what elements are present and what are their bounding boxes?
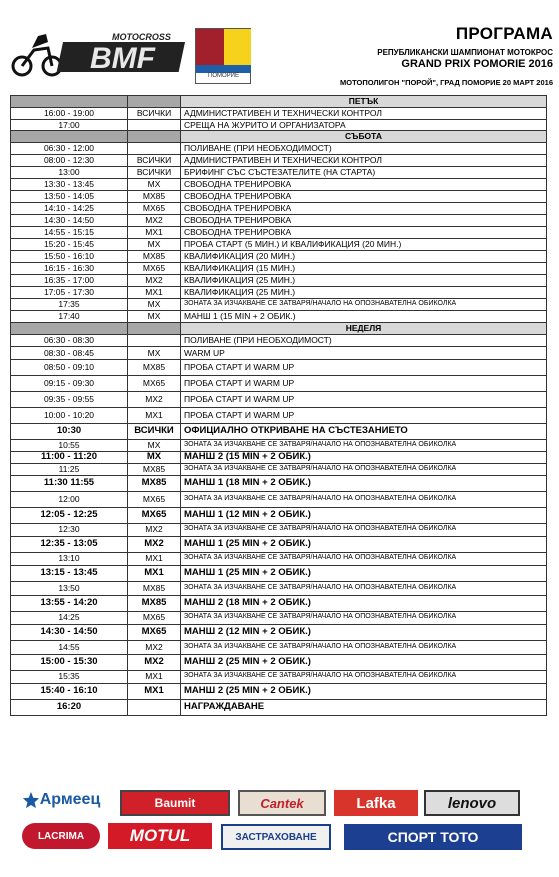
schedule-time: 09:35 - 09:55 bbox=[11, 392, 128, 408]
schedule-row bbox=[11, 179, 547, 191]
schedule-class: MX2 bbox=[128, 275, 181, 287]
schedule-time: 12:00 bbox=[11, 491, 128, 507]
schedule-description: ОФИЦИАЛНО ОТКРИВАНЕ НА СЪСТЕЗАНИЕТО bbox=[181, 424, 547, 440]
schedule-class: MX65 bbox=[128, 263, 181, 275]
section-blank-cell bbox=[11, 96, 128, 108]
schedule-class: ВСИЧКИ bbox=[128, 167, 181, 179]
schedule-row bbox=[11, 347, 547, 360]
schedule-time: 12:35 - 13:05 bbox=[11, 536, 128, 552]
crest-sun-field bbox=[224, 29, 251, 65]
schedule-description: ЗОНАТА ЗА ИЗЧАКВАНЕ СЕ ЗАТВАРЯ/НАЧАЛО НА ОПОЗНАВАТЕЛНА ОБИКОЛКА bbox=[181, 463, 547, 475]
schedule-time: 06:30 - 12:00 bbox=[11, 143, 128, 155]
schedule-description: МАНШ 1 (12 MIN + 2 ОБИК.) bbox=[181, 507, 547, 523]
section-blank-cell bbox=[11, 323, 128, 335]
schedule-row bbox=[11, 215, 547, 227]
motocross-rider-icon bbox=[13, 34, 61, 75]
schedule-row bbox=[11, 523, 547, 536]
schedule-description: БРИФИНГ СЪС СЪСТЕЗАТЕЛИТЕ (НА СТАРТА) bbox=[181, 167, 547, 179]
schedule-time: 08:30 - 08:45 bbox=[11, 347, 128, 360]
schedule-description: ЗОНАТА ЗА ИЗЧАКВАНЕ СЕ ЗАТВАРЯ/НАЧАЛО НА ОПОЗНАВАТЕЛНА ОБИКОЛКА bbox=[181, 440, 547, 452]
schedule-time: 08:50 - 09:10 bbox=[11, 360, 128, 376]
schedule-description: ЗОНАТА ЗА ИЗЧАКВАНЕ СЕ ЗАТВАРЯ/НАЧАЛО НА ОПОЗНАВАТЕЛНА ОБИКОЛКА bbox=[181, 552, 547, 565]
crest-grape-field bbox=[196, 29, 224, 65]
schedule-class: MX2 bbox=[128, 640, 181, 654]
schedule-row bbox=[11, 475, 547, 491]
schedule-row bbox=[11, 251, 547, 263]
schedule-time: 13:30 - 13:45 bbox=[11, 179, 128, 191]
schedule-row bbox=[11, 507, 547, 523]
schedule-time: 14:25 bbox=[11, 611, 128, 624]
schedule-class: MX1 bbox=[128, 670, 181, 683]
schedule-row bbox=[11, 299, 547, 311]
section-day-label: ПЕТЪК bbox=[181, 96, 547, 108]
sponsor-lafka-logo: Lafka bbox=[334, 790, 418, 816]
logo-text: BMF bbox=[90, 42, 155, 75]
schedule-row bbox=[11, 263, 547, 275]
schedule-description: ЗОНАТА ЗА ИЗЧАКВАНЕ СЕ ЗАТВАРЯ/НАЧАЛО НА ОПОЗНАВАТЕЛНА ОБИКОЛКА bbox=[181, 299, 547, 311]
schedule-row bbox=[11, 119, 547, 131]
schedule-description: МАНШ 2 (25 MIN + 2 ОБИК.) bbox=[181, 654, 547, 670]
schedule-time: 14:30 - 14:50 bbox=[11, 624, 128, 640]
schedule-class: MX1 bbox=[128, 287, 181, 299]
schedule-time: 15:50 - 16:10 bbox=[11, 251, 128, 263]
schedule-class: MX65 bbox=[128, 624, 181, 640]
schedule-description: МАНШ 1 (25 MIN + 2 ОБИК.) bbox=[181, 565, 547, 581]
schedule-row bbox=[11, 683, 547, 699]
schedule-description: СВОБОДНА ТРЕНИРОВКА bbox=[181, 215, 547, 227]
schedule-description: КВАЛИФИКАЦИЯ (15 МИН.) bbox=[181, 263, 547, 275]
schedule-class: ВСИЧКИ bbox=[128, 424, 181, 440]
schedule-description: ПРОБА СТАРТ И WARM UP bbox=[181, 392, 547, 408]
sponsor-armeec-logo bbox=[12, 787, 110, 813]
schedule-time: 16:00 - 19:00 bbox=[11, 108, 128, 120]
schedule-time: 13:00 bbox=[11, 167, 128, 179]
schedule-description: ПОЛИВАНЕ (ПРИ НЕОБХОДИМОСТ) bbox=[181, 335, 547, 347]
schedule-description: МАНШ 2 (12 MIN + 2 ОБИК.) bbox=[181, 624, 547, 640]
schedule-class: MX bbox=[128, 451, 181, 463]
schedule-description: МАНШ 1 (15 MIN + 2 ОБИК.) bbox=[181, 311, 547, 323]
schedule-class: MX65 bbox=[128, 611, 181, 624]
schedule-time: 14:55 - 15:15 bbox=[11, 227, 128, 239]
schedule-class: MX85 bbox=[128, 475, 181, 491]
schedule-class: MX2 bbox=[128, 215, 181, 227]
schedule-class: MX65 bbox=[128, 203, 181, 215]
schedule-description: МАНШ 1 (25 MIN + 2 ОБИК.) bbox=[181, 536, 547, 552]
schedule-description: ПРОБА СТАРТ И WARM UP bbox=[181, 376, 547, 392]
schedule-class: MX bbox=[128, 311, 181, 323]
schedule-time: 13:15 - 13:45 bbox=[11, 565, 128, 581]
bmf-logo bbox=[8, 28, 190, 78]
schedule-class: MX65 bbox=[128, 376, 181, 392]
schedule-class: MX85 bbox=[128, 360, 181, 376]
crest-sea-band bbox=[196, 65, 251, 73]
schedule-row bbox=[11, 203, 547, 215]
section-blank-cell bbox=[128, 96, 181, 108]
schedule-row bbox=[11, 595, 547, 611]
schedule-class: MX1 bbox=[128, 552, 181, 565]
schedule-class bbox=[128, 699, 181, 715]
schedule-row bbox=[11, 360, 547, 376]
logo-subtext: MOTOCROSS bbox=[112, 32, 171, 42]
schedule-time: 12:05 - 12:25 bbox=[11, 507, 128, 523]
schedule-description: МАНШ 2 (15 MIN + 2 ОБИК.) bbox=[181, 451, 547, 463]
schedule-time: 14:10 - 14:25 bbox=[11, 203, 128, 215]
schedule-body bbox=[11, 96, 547, 716]
schedule-time: 12:30 bbox=[11, 523, 128, 536]
schedule-time: 11:00 - 11:20 bbox=[11, 451, 128, 463]
section-blank-cell bbox=[128, 323, 181, 335]
section-day-label: СЪБОТА bbox=[181, 131, 547, 143]
schedule-class: MX1 bbox=[128, 408, 181, 424]
schedule-description: НАГРАЖДАВАНЕ bbox=[181, 699, 547, 715]
schedule-row bbox=[11, 143, 547, 155]
schedule-description: ПОЛИВАНЕ (ПРИ НЕОБХОДИМОСТ) bbox=[181, 143, 547, 155]
schedule-class: MX bbox=[128, 440, 181, 452]
section-header bbox=[11, 96, 547, 108]
schedule-row bbox=[11, 287, 547, 299]
schedule-description: СВОБОДНА ТРЕНИРОВКА bbox=[181, 191, 547, 203]
schedule-class: MX2 bbox=[128, 392, 181, 408]
pomorie-crest bbox=[195, 28, 251, 84]
schedule-row bbox=[11, 108, 547, 120]
schedule-row bbox=[11, 699, 547, 715]
schedule-description: СВОБОДНА ТРЕНИРОВКА bbox=[181, 203, 547, 215]
schedule-row bbox=[11, 670, 547, 683]
armeec-star-icon bbox=[22, 791, 40, 809]
schedule-time: 13:50 - 14:05 bbox=[11, 191, 128, 203]
schedule-time: 15:35 bbox=[11, 670, 128, 683]
schedule-row bbox=[11, 552, 547, 565]
schedule-description: МАНШ 2 (18 MIN + 2 ОБИК.) bbox=[181, 595, 547, 611]
schedule-description: WARM UP bbox=[181, 347, 547, 360]
schedule-row bbox=[11, 167, 547, 179]
schedule-row bbox=[11, 311, 547, 323]
schedule-row bbox=[11, 239, 547, 251]
schedule-time: 15:40 - 16:10 bbox=[11, 683, 128, 699]
schedule-time: 15:20 - 15:45 bbox=[11, 239, 128, 251]
sponsor-lenovo-logo: lenovo bbox=[424, 790, 520, 816]
schedule-class: MX bbox=[128, 179, 181, 191]
schedule-row bbox=[11, 408, 547, 424]
schedule-row bbox=[11, 227, 547, 239]
schedule-description: МАНШ 2 (25 MIN + 2 ОБИК.) bbox=[181, 683, 547, 699]
schedule-class: MX85 bbox=[128, 251, 181, 263]
schedule-description: ЗОНАТА ЗА ИЗЧАКВАНЕ СЕ ЗАТВАРЯ/НАЧАЛО НА ОПОЗНАВАТЕЛНА ОБИКОЛКА bbox=[181, 611, 547, 624]
sponsor-baumit-logo: Baumit bbox=[120, 790, 230, 816]
schedule-class: MX2 bbox=[128, 536, 181, 552]
venue-date: МОТОПОЛИГОН "ПОРОЙ", ГРАД ПОМОРИЕ 20 МАРТ 2016 bbox=[340, 78, 553, 87]
schedule-class: ВСИЧКИ bbox=[128, 155, 181, 167]
schedule-row bbox=[11, 581, 547, 595]
schedule-description: ПРОБА СТАРТ И WARM UP bbox=[181, 408, 547, 424]
schedule-class: MX2 bbox=[128, 654, 181, 670]
schedule-description: ЗОНАТА ЗА ИЗЧАКВАНЕ СЕ ЗАТВАРЯ/НАЧАЛО НА ОПОЗНАВАТЕЛНА ОБИКОЛКА bbox=[181, 581, 547, 595]
schedule-time: 17:35 bbox=[11, 299, 128, 311]
schedule-row bbox=[11, 392, 547, 408]
schedule-class: MX bbox=[128, 239, 181, 251]
schedule-row bbox=[11, 424, 547, 440]
schedule-row bbox=[11, 536, 547, 552]
schedule-class: MX1 bbox=[128, 227, 181, 239]
schedule-time: 11:25 bbox=[11, 463, 128, 475]
schedule-time: 10:55 bbox=[11, 440, 128, 452]
title-block bbox=[340, 24, 553, 87]
section-blank-cell bbox=[11, 131, 128, 143]
schedule-description: МАНШ 1 (18 MIN + 2 ОБИК.) bbox=[181, 475, 547, 491]
schedule-class: MX85 bbox=[128, 595, 181, 611]
event-title: GRAND PRIX POMORIE 2016 bbox=[401, 58, 553, 70]
schedule-description: АДМИНИСТРАТИВЕН И ТЕХНИЧЕСКИ КОНТРОЛ bbox=[181, 108, 547, 120]
schedule-time: 13:10 bbox=[11, 552, 128, 565]
schedule-class bbox=[128, 119, 181, 131]
schedule-row bbox=[11, 275, 547, 287]
schedule-row bbox=[11, 155, 547, 167]
page-title: ПРОГРАМА bbox=[455, 24, 553, 43]
sponsor-armeec-text: Армеец bbox=[39, 791, 101, 808]
section-header bbox=[11, 131, 547, 143]
schedule-class bbox=[128, 143, 181, 155]
schedule-class: MX1 bbox=[128, 683, 181, 699]
schedule-time: 10:30 bbox=[11, 424, 128, 440]
schedule-time: 13:50 bbox=[11, 581, 128, 595]
schedule-time: 08:00 - 12:30 bbox=[11, 155, 128, 167]
schedule-class: MX2 bbox=[128, 523, 181, 536]
section-blank-cell bbox=[128, 131, 181, 143]
schedule-description: КВАЛИФИКАЦИЯ (20 МИН.) bbox=[181, 251, 547, 263]
schedule-class: MX bbox=[128, 299, 181, 311]
schedule-time: 16:35 - 17:00 bbox=[11, 275, 128, 287]
schedule-description: СРЕЩА НА ЖУРИТО И ОРГАНИЗАТОРА bbox=[181, 119, 547, 131]
schedule-time: 15:00 - 15:30 bbox=[11, 654, 128, 670]
schedule-time: 16:20 bbox=[11, 699, 128, 715]
sponsor-motul-logo: MOTUL bbox=[108, 823, 212, 849]
section-day-label: НЕДЕЛЯ bbox=[181, 323, 547, 335]
schedule-description: СВОБОДНА ТРЕНИРОВКА bbox=[181, 227, 547, 239]
schedule-time: 16:15 - 16:30 bbox=[11, 263, 128, 275]
schedule-row bbox=[11, 640, 547, 654]
schedule-time: 14:55 bbox=[11, 640, 128, 654]
schedule-row bbox=[11, 440, 547, 452]
schedule-description: КВАЛИФИКАЦИЯ (25 МИН.) bbox=[181, 287, 547, 299]
schedule-row bbox=[11, 565, 547, 581]
championship-title: РЕПУБЛИКАНСКИ ШАМПИОНАТ МОТОКРОС bbox=[377, 48, 553, 57]
schedule-row bbox=[11, 376, 547, 392]
schedule-row bbox=[11, 624, 547, 640]
schedule-description: ПРОБА СТАРТ И WARM UP bbox=[181, 360, 547, 376]
schedule-class: ВСИЧКИ bbox=[128, 108, 181, 120]
schedule-time: 14:30 - 14:50 bbox=[11, 215, 128, 227]
schedule-description: АДМИНИСТРАТИВЕН И ТЕХНИЧЕСКИ КОНТРОЛ bbox=[181, 155, 547, 167]
schedule-row bbox=[11, 611, 547, 624]
schedule-class: MX65 bbox=[128, 507, 181, 523]
schedule-row bbox=[11, 463, 547, 475]
schedule-description: ПРОБА СТАРТ (5 МИН.) И КВАЛИФИКАЦИЯ (20 МИН.) bbox=[181, 239, 547, 251]
schedule-description: ЗОНАТА ЗА ИЗЧАКВАНЕ СЕ ЗАТВАРЯ/НАЧАЛО НА ОПОЗНАВАТЕЛНА ОБИКОЛКА bbox=[181, 640, 547, 654]
schedule-row bbox=[11, 654, 547, 670]
sponsor-sport-toto-logo: СПОРТ ТОТО bbox=[344, 824, 522, 850]
schedule-class: MX65 bbox=[128, 491, 181, 507]
schedule-row bbox=[11, 491, 547, 507]
sponsor-zastrahovane-logo: ЗАСТРАХОВАНЕ bbox=[221, 824, 331, 850]
schedule-description: КВАЛИФИКАЦИЯ (25 МИН.) bbox=[181, 275, 547, 287]
schedule-description: ЗОНАТА ЗА ИЗЧАКВАНЕ СЕ ЗАТВАРЯ/НАЧАЛО НА ОПОЗНАВАТЕЛНА ОБИКОЛКА bbox=[181, 491, 547, 507]
schedule-time: 06:30 - 08:30 bbox=[11, 335, 128, 347]
schedule-time: 11:30 11:55 bbox=[11, 475, 128, 491]
schedule-class: MX1 bbox=[128, 565, 181, 581]
section-header bbox=[11, 323, 547, 335]
schedule-description: ЗОНАТА ЗА ИЗЧАКВАНЕ СЕ ЗАТВАРЯ/НАЧАЛО НА ОПОЗНАВАТЕЛНА ОБИКОЛКА bbox=[181, 670, 547, 683]
schedule-time: 17:00 bbox=[11, 119, 128, 131]
schedule-table bbox=[10, 95, 547, 716]
schedule-class: MX85 bbox=[128, 581, 181, 595]
schedule-class bbox=[128, 335, 181, 347]
schedule-time: 13:55 - 14:20 bbox=[11, 595, 128, 611]
schedule-time: 17:05 - 17:30 bbox=[11, 287, 128, 299]
schedule-row bbox=[11, 191, 547, 203]
schedule-class: MX bbox=[128, 347, 181, 360]
schedule-description: СВОБОДНА ТРЕНИРОВКА bbox=[181, 179, 547, 191]
schedule-row bbox=[11, 451, 547, 463]
schedule-row bbox=[11, 335, 547, 347]
schedule-time: 09:15 - 09:30 bbox=[11, 376, 128, 392]
schedule-time: 17:40 bbox=[11, 311, 128, 323]
sponsor-lacrima-logo: LACRIMA bbox=[22, 823, 100, 849]
schedule-class: MX85 bbox=[128, 463, 181, 475]
schedule-description: ЗОНАТА ЗА ИЗЧАКВАНЕ СЕ ЗАТВАРЯ/НАЧАЛО НА ОПОЗНАВАТЕЛНА ОБИКОЛКА bbox=[181, 523, 547, 536]
sponsor-cantek-logo: Cantek bbox=[238, 790, 326, 816]
schedule-time: 10:00 - 10:20 bbox=[11, 408, 128, 424]
schedule-class: MX85 bbox=[128, 191, 181, 203]
crest-town-name: ПОМОРИЕ bbox=[208, 73, 239, 79]
